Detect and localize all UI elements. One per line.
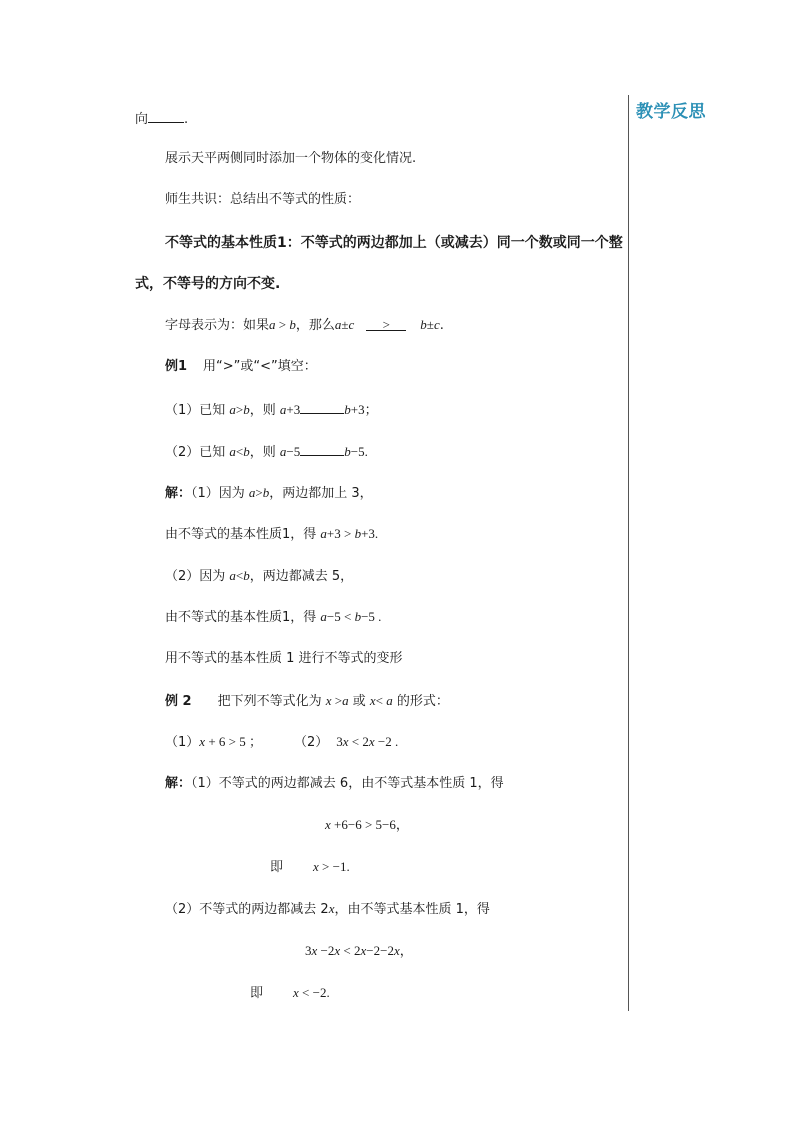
text-span: 例 2: [165, 694, 192, 709]
text-span: x: [360, 943, 367, 958]
text-span: ±: [341, 317, 349, 332]
text-span: −5 .: [361, 609, 382, 624]
text-span: （1）不等式的两边都减去 6，由不等式基本性质 1，得: [191, 776, 504, 791]
text-span: ，两边都加上 3，: [269, 486, 373, 501]
text-span: <: [375, 693, 387, 708]
text-span: b: [289, 317, 296, 332]
text-span: 解：: [165, 776, 192, 791]
text-span: 例1: [165, 359, 188, 374]
text-span: 即: [270, 860, 284, 875]
answer-blank: [148, 108, 184, 123]
text-span: b: [243, 402, 250, 417]
equation-result: [250, 984, 330, 1003]
equation: [305, 942, 413, 961]
text-span: +3: [286, 402, 301, 417]
text-span: b: [344, 402, 351, 417]
text-span: b: [354, 526, 362, 541]
text-span: ，: [399, 944, 413, 959]
solution-2-result: [165, 608, 381, 627]
property-statement: 不等式的基本性质1：不等式的两边都加上（或减去）同一个数或同一个整: [165, 235, 623, 251]
text-span: 字母表示为：如果: [165, 318, 270, 333]
text-span: < −2.: [298, 985, 330, 1000]
example-1-item-2: [165, 441, 368, 462]
text-span: a: [248, 485, 256, 500]
text-span: a: [386, 693, 393, 708]
text-span: c: [348, 317, 355, 332]
text-span: b: [243, 568, 250, 583]
text-span: a: [279, 444, 287, 459]
text-span: 解：: [165, 486, 192, 501]
text-span: （2）不等式的两边都减去 2: [165, 902, 329, 917]
letter-representation: [165, 316, 444, 335]
text-span: 用“>”或“<”填空：: [203, 359, 317, 374]
text-span: +3 >: [326, 526, 355, 541]
column-divider: [628, 95, 629, 1011]
text-span: 向: [135, 112, 149, 127]
solution-ex2-1: [165, 775, 504, 793]
text-span: x: [325, 817, 331, 832]
text-span: a: [269, 317, 276, 332]
text-span: < 2: [340, 943, 361, 958]
text-span: a: [229, 402, 236, 417]
sidebar-title: 教学反思: [636, 102, 706, 122]
text-span: +3.: [361, 526, 379, 541]
text-span: b: [344, 444, 351, 459]
text-span: x: [368, 734, 375, 749]
property-statement-cont: 式，不等号的方向不变.: [135, 276, 281, 292]
text-span: .: [439, 318, 444, 333]
text-span: <: [235, 444, 244, 459]
text-span: 把下列不等式化为: [217, 694, 326, 709]
text-span: +6−6 > 5−6，: [330, 817, 409, 832]
solution-2: [165, 567, 353, 586]
answer-blank: >: [366, 316, 406, 331]
text-span: +3；: [350, 402, 378, 417]
text-span: x: [293, 985, 299, 1000]
text-span: >: [235, 402, 244, 417]
text-span: ±: [426, 317, 434, 332]
text-span: 3: [305, 943, 312, 958]
text-span: （1）: [165, 735, 200, 750]
text-span: （2）因为: [165, 569, 230, 584]
text-span: > −1.: [318, 859, 350, 874]
solution-ex2-2: [165, 900, 490, 919]
text-span: x: [369, 693, 376, 708]
text-span: x: [334, 943, 341, 958]
solution-1: [165, 484, 373, 503]
example-2-items: [165, 733, 398, 752]
text-span: −5.: [350, 444, 368, 459]
text-span: 即: [250, 986, 264, 1001]
paragraph: 师生共识：总结出不等式的性质：: [165, 192, 361, 207]
text-span: 由不等式的基本性质1，得: [165, 610, 321, 625]
text-span: ，则: [249, 403, 280, 418]
text-span: >: [255, 485, 263, 500]
answer-blank: [300, 399, 344, 414]
text-span: （1）因为: [191, 486, 249, 501]
text-span: b: [243, 444, 250, 459]
line-1: 向 .: [135, 108, 188, 129]
text-span: a: [229, 444, 236, 459]
text-span: 3: [336, 734, 343, 749]
text-span: b: [420, 317, 427, 332]
text-span: ，由不等式基本性质 1，得: [334, 902, 490, 917]
text-span: x: [325, 693, 332, 708]
example-1-heading: [165, 358, 317, 376]
text-span: −2 .: [374, 734, 399, 749]
equation: [325, 816, 409, 835]
text-span: < 2: [348, 734, 369, 749]
text-span: −5 <: [326, 609, 355, 624]
text-span: ，则: [249, 445, 280, 460]
text-span: x: [313, 859, 319, 874]
text-span: a: [320, 526, 327, 541]
text-span: a: [334, 317, 342, 332]
text-span: x: [342, 734, 349, 749]
text-span: x: [311, 943, 318, 958]
text-span: b: [354, 609, 362, 624]
text-span: ，那么: [295, 318, 335, 333]
example-1-item-1: [165, 399, 378, 420]
text-span: 的形式：: [392, 694, 449, 709]
text-span: （2）已知: [165, 445, 230, 460]
paragraph: 展示天平两侧同时添加一个物体的变化情况.: [165, 151, 417, 166]
text-span: c: [433, 317, 440, 332]
text-span: >: [275, 317, 290, 332]
text-span: −2−2: [366, 943, 394, 958]
text-span: （2）: [293, 735, 329, 750]
text-span: + 6 > 5 ；: [205, 734, 262, 749]
text-span: ，两边都减去 5，: [249, 569, 354, 584]
text-span: a: [279, 402, 287, 417]
text-span: a: [229, 568, 236, 583]
text-span: <: [235, 568, 244, 583]
example-2-heading: [165, 692, 449, 711]
text-span: −2: [317, 943, 335, 958]
text-span: 或: [348, 694, 370, 709]
answer-blank: [300, 441, 344, 456]
solution-1-result: [165, 525, 378, 544]
text-span: −5: [286, 444, 301, 459]
paragraph: 用不等式的基本性质 1 进行不等式的变形: [165, 651, 403, 666]
equation-result: [270, 858, 350, 877]
text-span: b: [262, 485, 270, 500]
text-span: x: [199, 734, 206, 749]
text-span: a: [320, 609, 327, 624]
text-span: 由不等式的基本性质1，得: [165, 527, 321, 542]
text-span: x: [328, 901, 335, 916]
text-span: （1）已知: [165, 403, 230, 418]
text-span: x: [393, 943, 400, 958]
text-span: >: [331, 693, 343, 708]
text-span: a: [342, 693, 349, 708]
